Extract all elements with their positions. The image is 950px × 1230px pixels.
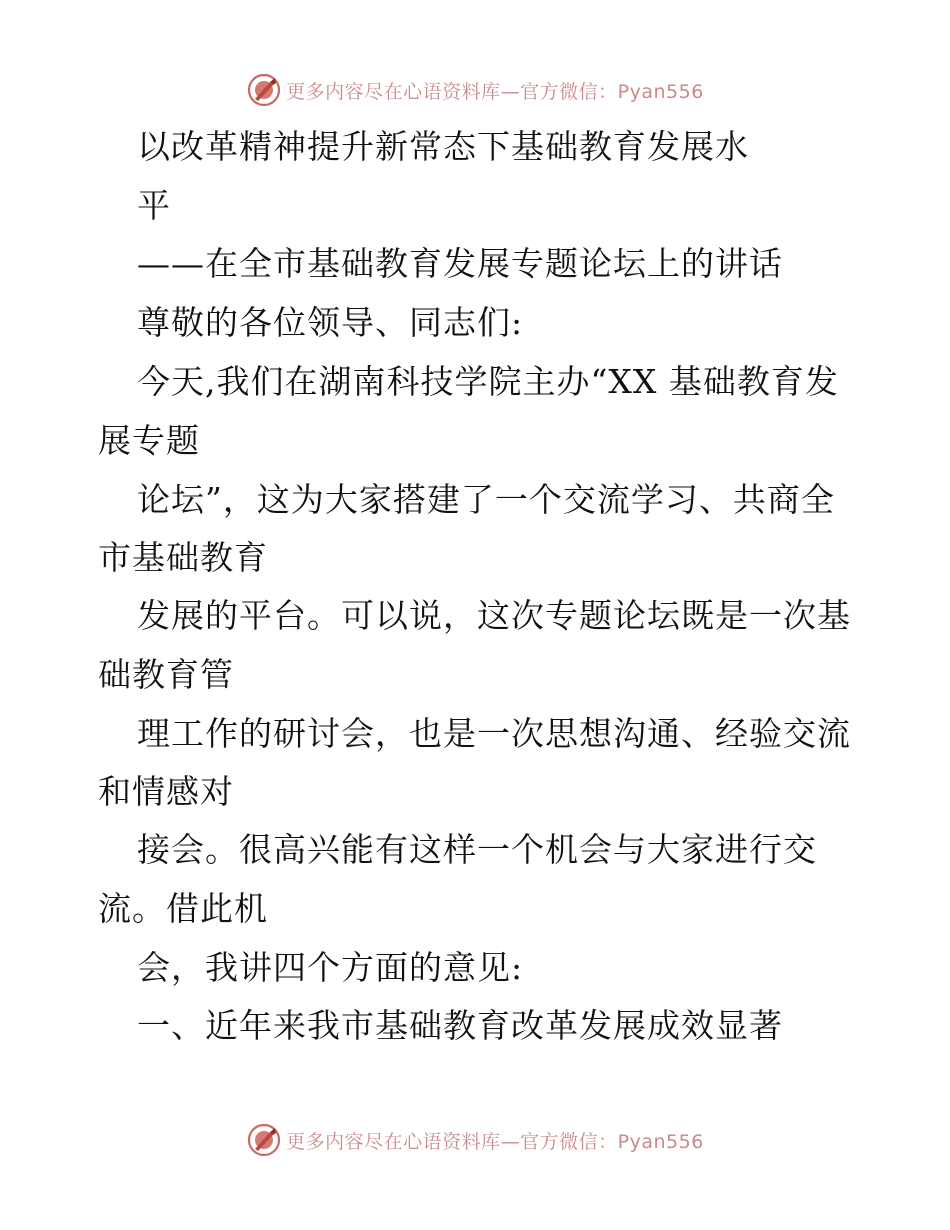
doc-title-line-1: 以改革精神提升新常态下基础教育发展水 <box>137 127 749 166</box>
doc-paragraph-line: 今天,我们在湖南科技学院主办“XX 基础教育发 <box>137 362 839 401</box>
doc-paragraph-line: 发展的平台。可以说，这次专题论坛既是一次基 <box>137 596 851 635</box>
doc-subtitle: ——在全市基础教育发展专题论坛上的讲话 <box>137 244 783 283</box>
doc-section-heading: 一、近年来我市基础教育改革发展成效显著 <box>137 1006 783 1045</box>
doc-paragraph-line: 论坛”，这为大家搭建了一个交流学习、共商全 <box>137 480 835 519</box>
doc-paragraph-line: 展专题 <box>98 421 200 460</box>
watermark-text: 更多内容尽在心语资料库—官方微信：Pyan556 <box>286 1130 704 1153</box>
doc-salutation: 尊敬的各位领导、同志们: <box>137 303 524 342</box>
doc-title-line-2: 平 <box>137 186 171 225</box>
watermark-header <box>0 70 950 110</box>
doc-paragraph-line: 会，我讲四个方面的意见: <box>137 948 524 987</box>
doc-paragraph-line: 接会。很高兴能有这样一个机会与大家进行交 <box>137 830 817 869</box>
pen-logo-icon <box>246 72 282 108</box>
doc-paragraph-line: 和情感对 <box>98 772 234 811</box>
watermark-footer <box>0 1120 950 1160</box>
doc-paragraph-line: 市基础教育 <box>98 538 268 577</box>
doc-paragraph-line: 流。借此机 <box>98 889 268 928</box>
watermark-text: 更多内容尽在心语资料库—官方微信：Pyan556 <box>286 80 704 103</box>
doc-paragraph-line: 理工作的研讨会，也是一次思想沟通、经验交流 <box>137 714 851 753</box>
pen-logo-icon <box>246 1122 282 1158</box>
doc-paragraph-line: 础教育管 <box>98 655 234 694</box>
